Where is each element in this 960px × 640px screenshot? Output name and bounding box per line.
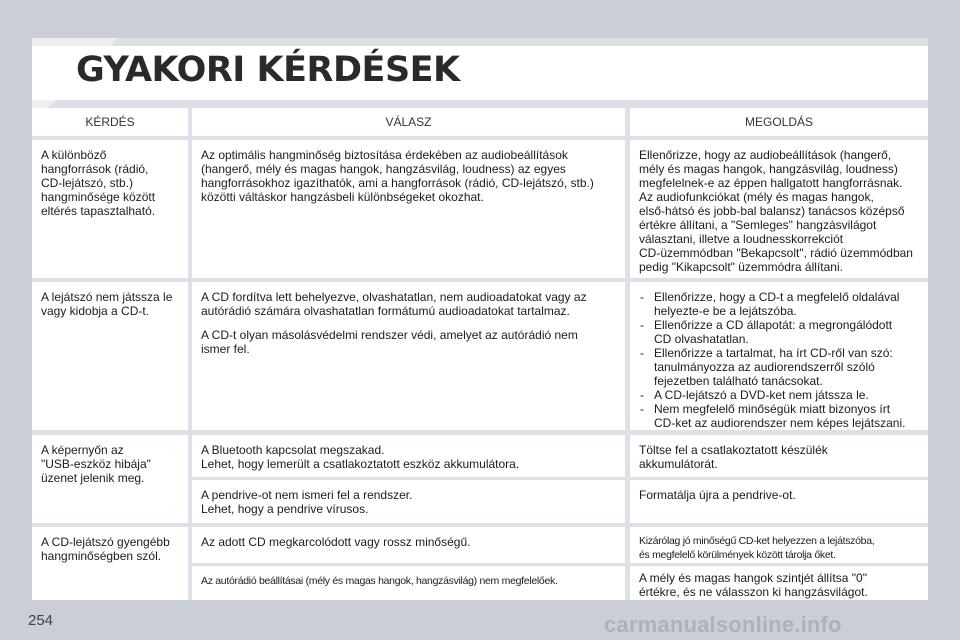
list-item: - Ellenőrizze, hogy a CD-t a megfelelő oldalával helyezte-e be a lejátszóba. [639,290,920,318]
solution-list [639,290,920,430]
row4-question: A CD-lejátszó gyengébb hangminőségben szól. [32,527,188,600]
row2-question: A lejátszó nem játssza le vagy kidobja a CD-t. [32,282,188,430]
header-answer: VÁLASZ [192,108,625,136]
list-item: - A CD-lejátszó a DVD-ket nem játssza le. [639,388,920,402]
row3-solution: Töltse fel a csatlakoztatott készülék akkumulátorát. [630,435,928,477]
row1-answer: Az optimális hangminőség biztosítása érdekében az audiobeállítások (hangerő, mély és magas hangok, hangzásvilág, loudness) az egyes hangforrásokhoz igazíthatók, ami a hangforrások (rádió, CD-lejátszó, stb.) közötti váltáskor hangzásbeli különbségeket okozhat. [192,140,625,278]
row1-question: A különböző hangforrások (rádió, CD-lejátszó, stb.) hangminősége között eltérés tapasztalható. [32,140,188,278]
row1-solution: Ellenőrizze, hogy az audiobeállítások (hangerő, mély és magas hangok, hangzásvilág, loudness) megfelelnek-e az éppen hallgatott hangforrásnak. Az audiofunkciókat (mély és magas hangok, első-hátsó és jobb-bal balansz) tanácsos középső értékre állítani, a "Semleges" hangzásvilágot választani, illetve a loudnesskorrekciót CD-üzemmódban "Bekapcsolt", rádió üzemmódban pedig "Kikapcsolt" üzemmódra állítani. [630,140,928,278]
page-number: 254 [28,612,54,629]
row4-solution: Kizárólag jó minőségű CD-ket helyezzen a lejátszóba, és megfelelő körülmények között tárolja őket. [630,527,928,563]
header-solution: MEGOLDÁS [630,108,928,136]
header-question: KÉRDÉS [32,108,188,136]
watermark: carmanualsonline.info [604,612,842,637]
row4-answer: Az adott CD megkarcolódott vagy rossz minőségű. [192,527,625,563]
list-item: - Ellenőrizze a CD állapotát: a megrongálódott CD olvashatatlan. [639,318,920,346]
row2-answer-paragraph: A CD fordítva lett behelyezve, olvashatatlan, nem audioadatokat vagy az autórádió számára olvashatatlan formátumú audioadatokat tartalmaz. [201,290,587,318]
page-title: GYAKORI KÉRDÉSEK [76,50,460,90]
row2-answer-paragraph: A CD-t olyan másolásvédelmi rendszer védi, amelyet az autórádió nem ismer fel. [201,328,578,356]
row3-question: A képernyőn az "USB-eszköz hibája" üzenet jelenik meg. [32,435,188,523]
list-item: - Ellenőrizze a tartalmat, ha írt CD-ről van szó: tanulmányozza az audiorendszerről szóló fejezetben található tanácsokat. [639,346,920,388]
row3-answer: A Bluetooth kapcsolat megszakad. Lehet, hogy lemerült a csatlakoztatott eszköz akkumulátora. [192,435,625,477]
row4b-answer: Az autórádió beállításai (mély és magas hangok, hangzásvilág) nem megfelelőek. [192,566,625,600]
list-item: - Nem megfelelő minőségük miatt bizonyos írt CD-ket az audiorendszer nem képes lejátszani. [639,402,920,430]
row2-solution [630,282,928,430]
row2-answer [192,282,625,430]
row4b-solution: A mély és magas hangok szintjét állítsa "0" értékre, és ne válasszon ki hangzásvilágot. [630,566,928,600]
row3b-answer: A pendrive-ot nem ismeri fel a rendszer. Lehet, hogy a pendrive vírusos. [192,480,625,523]
row3b-solution: Formatálja újra a pendrive-ot. [630,480,928,523]
